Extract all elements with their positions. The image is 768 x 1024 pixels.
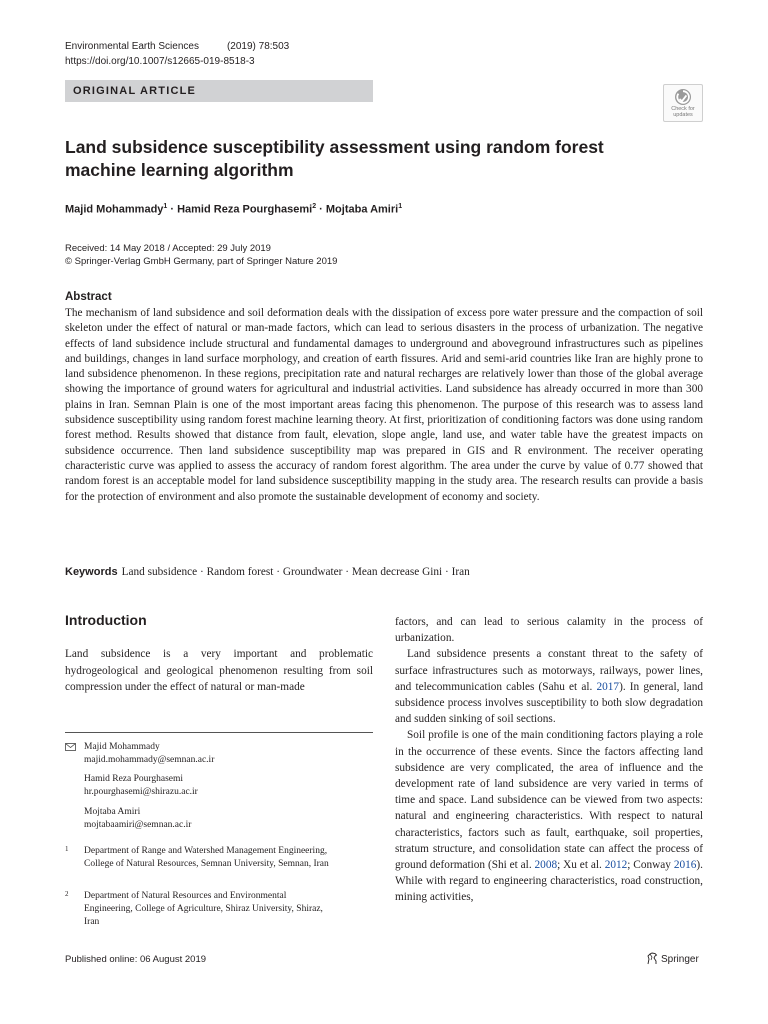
introduction-paragraph bbox=[395, 727, 703, 905]
check-updates-icon bbox=[674, 88, 692, 106]
paragraph-text: Land subsidence presents a constant threat to the safety of surface infrastructures such as motorways, railways, power lines, and telecommunication cables (Sahu et al. bbox=[395, 648, 703, 693]
contact-name: Mojtaba Amiri bbox=[84, 807, 141, 817]
affiliation-number: 2 bbox=[65, 890, 69, 898]
author-name[interactable]: Majid Mohammady bbox=[65, 203, 164, 216]
paragraph-text: ; Conway bbox=[627, 859, 674, 872]
published-online-date: Published online: 06 August 2019 bbox=[65, 954, 207, 965]
check-updates-label-2: updates bbox=[673, 112, 693, 118]
contact-name: Hamid Reza Pourghasemi bbox=[84, 774, 184, 784]
springer-horse-icon bbox=[646, 952, 658, 965]
publisher-logo bbox=[646, 952, 699, 965]
affiliation-text: Department of Range and Watershed Management Engineering, College of Natural Resources, Semnan University, Semnan, Iran bbox=[84, 846, 329, 869]
affiliation-2 bbox=[65, 890, 335, 929]
keywords-label: Keywords bbox=[65, 566, 118, 578]
introduction-heading: Introduction bbox=[65, 612, 147, 628]
author-list bbox=[65, 203, 402, 216]
author-contact bbox=[65, 773, 198, 799]
check-for-updates-badge[interactable] bbox=[663, 84, 703, 122]
abstract-text: The mechanism of land subsidence and soil deformation deals with the dissipation of excess pore water pressure and the compaction of soil skeleton under the effect of natural or man-made factors, which can lead to serious disasters in the process of urbanization. The negative effects of land subsidence include structural and fundamental damages to underground and aboveground infrastructures such as pipelines and buildings, changes in land surface morphology, and creation of earth fissures. Arid and semi-arid countries like Iran are highly prone to land subsidence phenomenon. In these regions, precipitation rate and natural recharges are relatively lower than those of the global average showing the importance of ground waters for agricultural and industrial activities. Land subsidence has already occurred in more than 300 plains in Iran. Semnan Plain is one of the most important areas facing this phenomenon. The purpose of this research was to assess land subsidence susceptibility using random forest machine learning theory. At first, prioritization of conditioning factors was done using random forest method. Results showed that distance from fault, elevation, slope angle, land use, and water table have the greatest impacts on subsidence occurrence. Then land subsidence susceptibility map was prepared in GIS and R environment. The receiver operating characteristic curve was applied to assess the accuracy of random forest algorithm. The area under the curve by value of 0.77 showed that random forest is an acceptable model for land subsidence susceptibility mapping in the study area. The research results can provide a basis for the protection of environment and also promote the sustainable development of economy and society. bbox=[65, 307, 703, 503]
journal-name: Environmental Earth Sciences bbox=[65, 41, 199, 52]
introduction-paragraph bbox=[395, 646, 703, 727]
author-affiliation-mark: 1 bbox=[398, 203, 403, 210]
author-separator: · bbox=[316, 203, 326, 216]
contact-name: Majid Mohammady bbox=[84, 742, 160, 752]
abstract-heading: Abstract bbox=[65, 291, 112, 303]
introduction-right-column bbox=[395, 614, 703, 906]
envelope-icon bbox=[65, 743, 76, 751]
affiliation-text: Department of Natural Resources and Environmental Engineering, College of Agriculture, Shiraz University, Shiraz, Iran bbox=[84, 891, 323, 927]
paragraph-text: ). While with regard to engineering characteristics, road construction, mining activities, bbox=[395, 859, 703, 904]
affiliation-number: 1 bbox=[65, 845, 69, 853]
citation-link[interactable]: 2016 bbox=[673, 859, 697, 872]
citation-link[interactable]: 2012 bbox=[604, 859, 628, 872]
keywords-line bbox=[65, 566, 470, 578]
paragraph-text: ; Xu et al. bbox=[557, 859, 605, 872]
citation-link[interactable]: 2008 bbox=[534, 859, 558, 872]
received-dates: Received: 14 May 2018 / Accepted: 29 July 2019 bbox=[65, 243, 271, 254]
article-type-banner: ORIGINAL ARTICLE bbox=[65, 80, 373, 102]
doi-link[interactable]: https://doi.org/10.1007/s12665-019-8518-3 bbox=[65, 56, 255, 67]
contact-email[interactable]: hr.pourghasemi@shirazu.ac.ir bbox=[84, 787, 198, 797]
author-affiliation-mark: 2 bbox=[312, 203, 317, 210]
publisher-name: Springer bbox=[661, 954, 699, 965]
paragraph-text: ). In general, land subsidence process involves susceptibility to both slow degradation and sudden sinking of soil sections. bbox=[395, 680, 703, 726]
copyright-notice: © Springer-Verlag GmbH Germany, part of Springer Nature 2019 bbox=[65, 256, 338, 267]
author-separator: · bbox=[167, 203, 178, 216]
article-title: Land subsidence susceptibility assessment using random forest machine learning algorithm bbox=[65, 137, 604, 180]
check-updates-label-1: Check for bbox=[671, 106, 695, 112]
author-name[interactable]: Mojtaba Amiri bbox=[325, 203, 399, 216]
paragraph-text: Soil profile is one of the main conditioning factors playing a role in the occurrence of these events. Since the factors affecting land subsidence are very complicated, the area of influence and the development rate of land subsidence are very varied in terms of time and space. Land subsidence can be viewed from two aspects: natural and engineering characteristics. With respect to natural characteristics, factors such as fault, earthquake, soil properties, stratum structure, and consolidation state can affect the process of ground deformation (Shi et al. bbox=[395, 729, 703, 872]
author-affiliation-mark: 1 bbox=[163, 203, 168, 210]
introduction-paragraph-left: Land subsidence is a very important and problematic hydrogeological and geological phenomenon resulting from soil compression under the effect of natural or man-made bbox=[65, 648, 373, 693]
affiliation-1 bbox=[65, 845, 335, 871]
citation-link[interactable]: 2017 bbox=[596, 680, 620, 693]
journal-volume: (2019) 78:503 bbox=[226, 41, 290, 52]
journal-info bbox=[65, 40, 289, 53]
contact-email[interactable]: majid.mohammady@semnan.ac.ir bbox=[84, 755, 215, 765]
introduction-paragraph: factors, and can lead to serious calamity in the process of urbanization. bbox=[395, 616, 703, 645]
corresponding-author-contact bbox=[65, 741, 214, 767]
author-contact bbox=[65, 806, 191, 832]
keywords-text: Land subsidence · Random forest · Groundwater · Mean decrease Gini · Iran bbox=[121, 566, 470, 578]
footnote-divider bbox=[65, 732, 373, 733]
author-name[interactable]: Hamid Reza Pourghasemi bbox=[177, 203, 313, 216]
contact-email[interactable]: mojtabaamiri@semnan.ac.ir bbox=[84, 820, 192, 830]
